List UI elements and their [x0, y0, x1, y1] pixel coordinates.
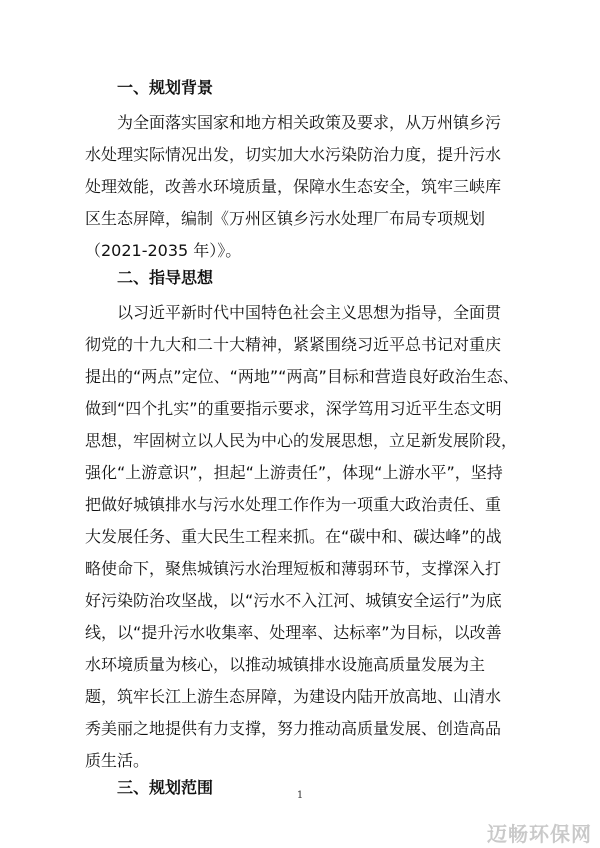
paragraph-line: 线，以“提升污水收集率、处理率、达标率”为目标，以改善: [85, 623, 502, 642]
paragraph-line: 水处理实际情况出发，切实加大水污染防治力度，提升污水: [85, 145, 502, 164]
paragraph-line: （2021-2035 年）》。: [85, 241, 242, 260]
paragraph-line: 为全面落实国家和地方相关政策及要求，从万州镇乡污: [117, 113, 502, 132]
paragraph-line: 把做好城镇排水与污水处理工作作为一项重大政治责任、重: [85, 495, 502, 514]
paragraph-line: 思想，牢固树立以人民为中心的发展思想，立足新发展阶段，: [85, 431, 518, 450]
section-heading-background: 一、规划背景: [117, 78, 214, 97]
paragraph-line: 水环境质量为核心，以推动城镇排水设施高质量发展为主: [85, 655, 486, 674]
paragraph-line: 彻党的十九大和二十大精神，紧紧围绕习近平总书记对重庆: [85, 335, 502, 354]
paragraph-line: 处理效能，改善水环境质量，保障水生态安全，筑牢三峡库: [85, 177, 502, 196]
section-heading-guiding-ideology: 二、指导思想: [117, 268, 214, 287]
section-heading-planning-scope: 三、规划范围: [117, 778, 214, 797]
paragraph-line: 强化“上游意识”，担起“上游责任”，体现“上游水平”，坚持: [85, 463, 503, 482]
paragraph-line: 好污染防治攻坚战，以“污水不入江河、城镇安全运行”为底: [85, 591, 502, 610]
paragraph-line: 以习近平新时代中国特色社会主义思想为指导，全面贯: [117, 303, 502, 322]
paragraph-line: 区生态屏障，编制《万州区镇乡污水处理厂布局专项规划: [85, 209, 486, 228]
watermark-logo: 迈畅环保网: [487, 822, 592, 846]
paragraph-line: 质生活。: [85, 751, 150, 770]
paragraph-line: 提出的“两点”定位、“两地”“两高”目标和营造良好政治生态、: [85, 367, 519, 386]
paragraph-line: 做到“四个扎实”的重要指示要求，深学笃用习近平生态文明: [85, 399, 502, 418]
paragraph-line: 题，筑牢长江上游生态屏障，为建设内陆开放高地、山清水: [85, 687, 502, 706]
paragraph-line: 略使命下，聚焦城镇污水治理短板和薄弱环节，支撑深入打: [85, 559, 502, 578]
paragraph-line: 大发展任务、重大民生工程来抓。在“碳中和、碳达峰”的战: [85, 527, 502, 546]
page-number: 1: [296, 790, 304, 801]
paragraph-line: 秀美丽之地提供有力支撑，努力推动高质量发展、创造高品: [85, 719, 502, 738]
